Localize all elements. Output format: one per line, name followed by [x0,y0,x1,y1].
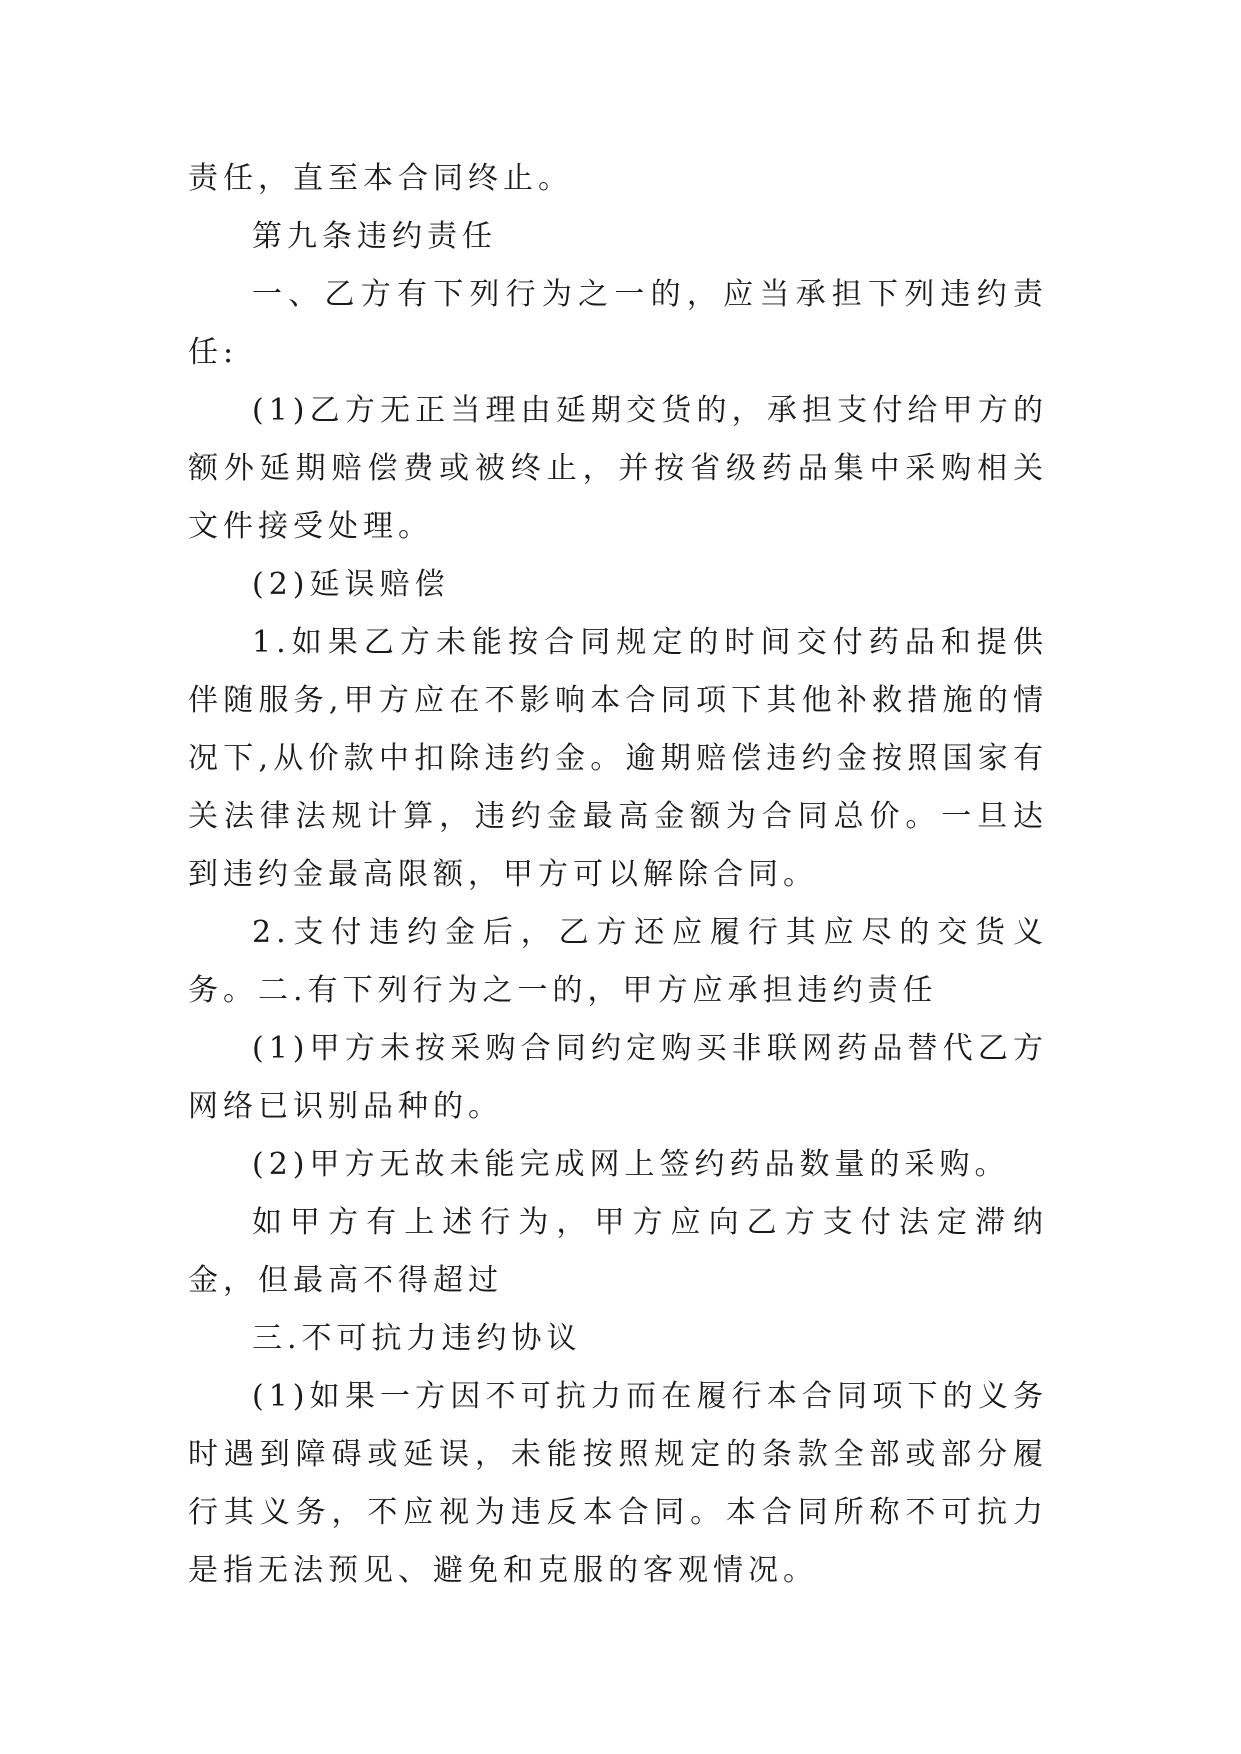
document-body [188,150,1048,1600]
clause-paragraph: (1)如果一方因不可抗力而在履行本合同项下的义务时遇到障碍或延误，未能按照规定的条款全部或部分履行其义务，不应视为违反本合同。本合同所称不可抗力是指无法预见、避免和克服的客观情况。 [188,1379,1048,1588]
clause-paragraph: (2)延误赔偿 [252,567,450,602]
clause-paragraph: (2)甲方无故未能完成网上签约药品数量的采购。 [252,1147,1010,1182]
clause-paragraph: 如甲方有上述行为，甲方应向乙方支付法定滞纳金，但最高不得超过 [188,1205,1048,1298]
clause-paragraph: (1)乙方无正当理由延期交货的，承担支付给甲方的额外延期赔偿费或被终止，并按省级药品集中采购相关文件接受处理。 [188,393,1048,544]
clause-paragraph: 1.如果乙方未能按合同规定的时间交付药品和提供伴随服务,甲方应在不影响本合同项下其他补救措施的情况下,从价款中扣除违约金。逾期赔偿违约金按照国家有关法律法规计算，违约金最高金额为合同总价。一旦达到违约金最高限额，甲方可以解除合同。 [188,625,1048,892]
clause-paragraph: 2.支付违约金后，乙方还应履行其应尽的交货义务。二.有下列行为之一的，甲方应承担违约责任 [188,915,1048,1008]
section-heading-party-b: 一、乙方有下列行为之一的，应当承担下列违约责任: [188,277,1048,370]
clause-paragraph: (1)甲方未按采购合同约定购买非联网药品替代乙方网络已识别品种的。 [188,1031,1048,1124]
article-heading: 第九条违约责任 [252,219,497,254]
paragraph-continuation: 责任，直至本合同终止。 [188,161,573,196]
section-heading-force-majeure: 三.不可抗力违约协议 [252,1321,582,1356]
